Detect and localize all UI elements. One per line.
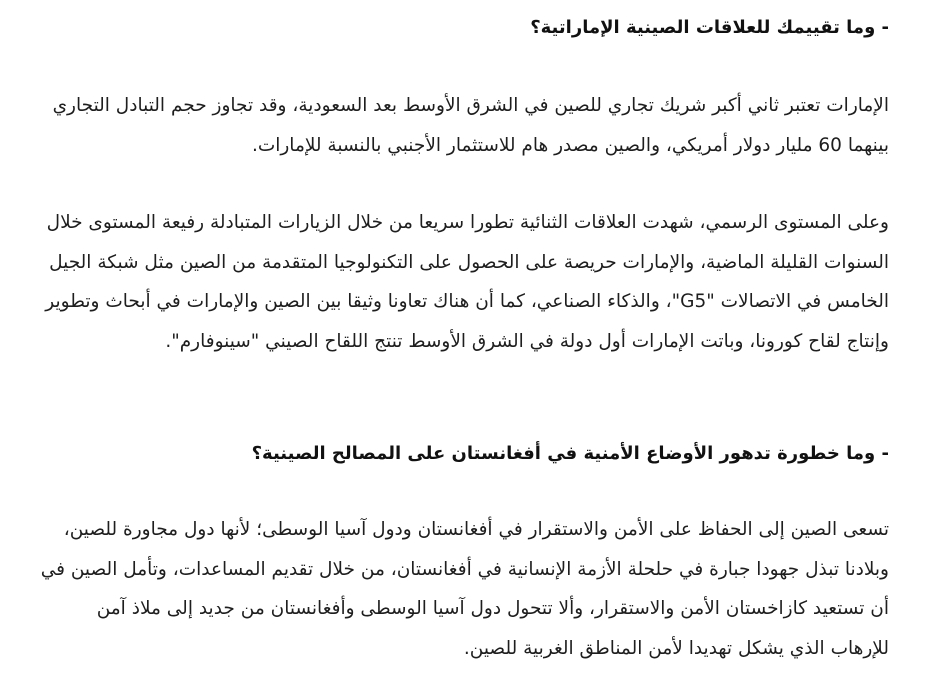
interview-question-afghanistan: - وما خطورة تدهور الأوضاع الأمنية في أفغانستان على المصالح الصينية؟	[251, 443, 889, 464]
answer-paragraph-afghanistan: تسعى الصين إلى الحفاظ على الأمن والاستقرار في أفغانستان ودول آسيا الوسطى؛ لأنها دول مجاورة للصين، وبلادنا تبذل جهودا جبارة في حلحلة الأزمة الإنسانية في أفغانستان، من خلال تقديم المساعدات، وتأمل الصين في أن تستعيد كازاخستان الأمن والاستقرار، وألا تتحول دول آسيا الوسطى وأفغانستان من جديد إلى ملاذ آمن للإرهاب الذي يشكل تهديدا لأمن المناطق الغربية للصين.	[40, 519, 889, 659]
interview-question-uae-relations: - وما تقييمك للعلاقات الصينية الإماراتية؟	[530, 17, 889, 38]
answer-paragraph-trade: الإمارات تعتبر ثاني أكبر شريك تجاري للصين في الشرق الأوسط بعد السعودية، وقد تجاوز حجم التبادل التجاري بينهما 60 مليار دولار أمريكي، والصين مصدر هام للاستثمار الأجنبي بالنسبة للإمارات.	[52, 95, 889, 156]
answer-paragraph-official-relations: وعلى المستوى الرسمي، شهدت العلاقات الثنائية تطورا سريعا من خلال الزيارات المتبادلة رفيعة المستوى خلال السنوات القليلة الماضية، والإمارات حريصة على الحصول على التكنولوجيا المتقدمة من الصين مثل شبكة الجيل الخامس في الاتصالات "G5"، والذكاء الصناعي، كما أن هناك تعاونا وثيقا بين الصين والإمارات في أبحاث وتطوير وإنتاج لقاح كورونا، وباتت الإمارات أول دولة في الشرق الأوسط تنتج اللقاح الصيني "سينوفارم".	[45, 212, 889, 352]
